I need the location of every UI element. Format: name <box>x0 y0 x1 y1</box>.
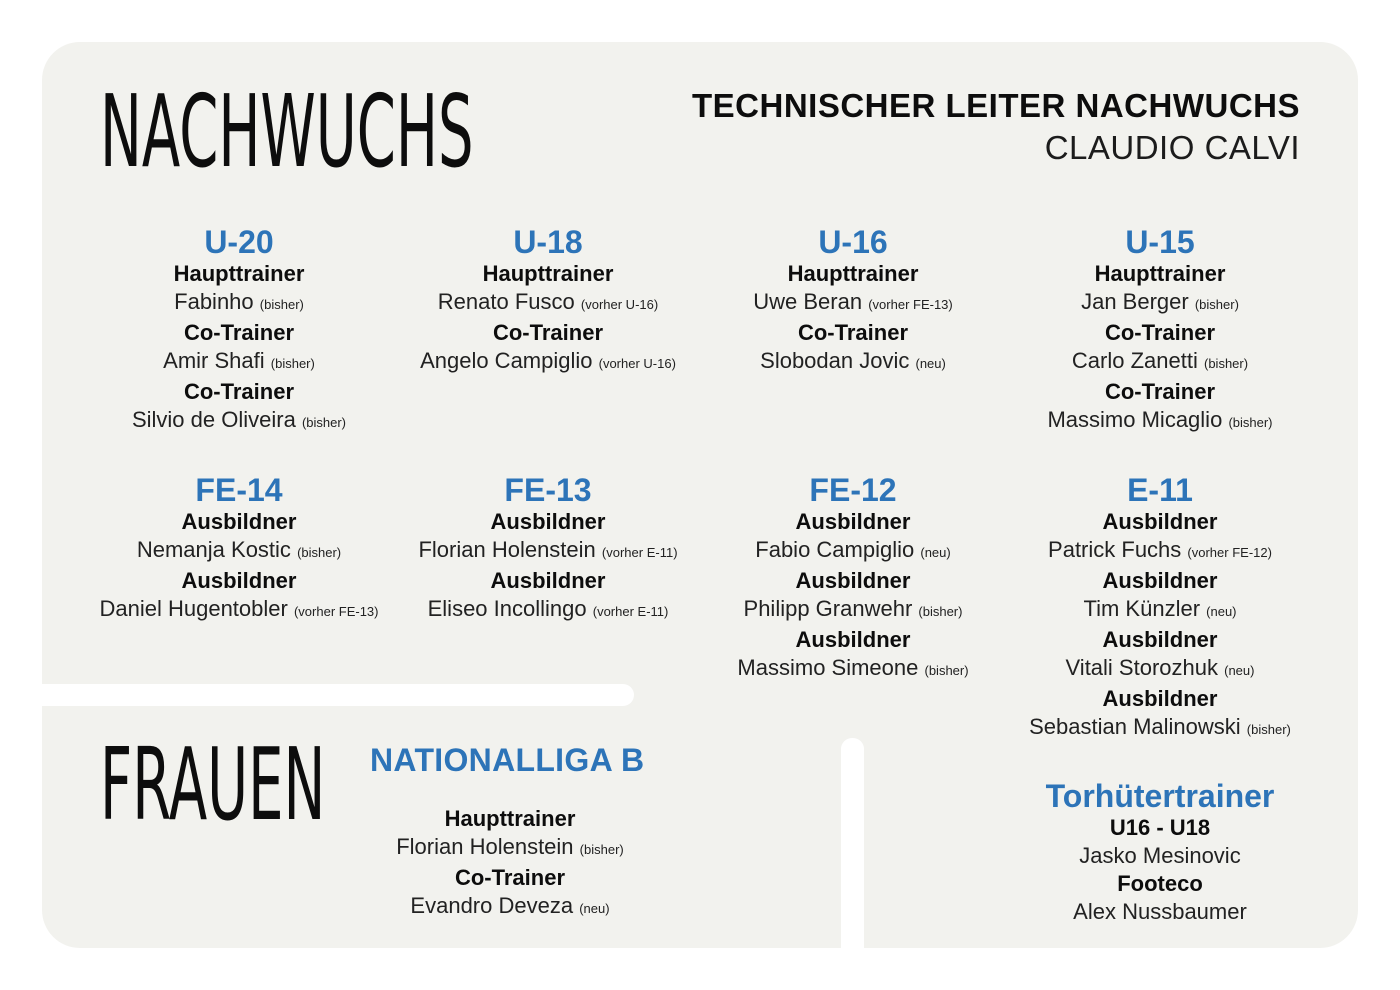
staff-role: Ausbildner <box>1102 509 1218 534</box>
staff-member <box>398 288 698 319</box>
staff-note: (bisher) <box>259 297 304 312</box>
staff-member <box>1010 654 1310 685</box>
team-fe14 <box>89 474 389 626</box>
staff-member <box>1010 347 1310 378</box>
staff-note: (bisher) <box>270 356 315 371</box>
staff-member <box>1010 536 1310 567</box>
staff-name: Florian Holenstein <box>396 834 574 859</box>
staff-member <box>1010 595 1310 626</box>
goalkeeper-coach-name: Alex Nussbaumer <box>1073 899 1247 924</box>
staff-note: (bisher) <box>297 545 342 560</box>
goalkeeper-coaches <box>1010 778 1310 926</box>
staff-name: Sebastian Malinowski <box>1029 714 1241 739</box>
team-title: U-16 <box>818 224 888 260</box>
team-title: U-20 <box>204 224 274 260</box>
staff-name: Florian Holenstein <box>418 537 596 562</box>
team-title: FE-13 <box>504 472 592 508</box>
staff-note: (vorher U-16) <box>580 297 659 312</box>
staff-member <box>360 892 660 923</box>
frauen-league: NATIONALLIGA B <box>370 742 645 778</box>
section-divider-vertical <box>841 738 864 958</box>
frauen-staff <box>360 805 660 923</box>
staff-note: (bisher) <box>918 604 963 619</box>
staff-note: (neu) <box>1224 663 1255 678</box>
staff-role: Ausbildner <box>490 568 606 593</box>
staff-member <box>703 347 1003 378</box>
staff-role: Ausbildner <box>1102 686 1218 711</box>
staff-name: Nemanja Kostic <box>136 537 291 562</box>
staff-note: (vorher E-11) <box>601 545 678 560</box>
staff-name: Jan Berger <box>1081 289 1189 314</box>
staff-role: Ausbildner <box>490 509 606 534</box>
staff-role: Ausbildner <box>795 568 911 593</box>
staff-member <box>398 595 698 626</box>
frauen-title: FRAUEN <box>100 726 326 843</box>
staff-name: Evandro Deveza <box>410 893 574 918</box>
team-u15 <box>1010 226 1310 437</box>
section-divider-horizontal <box>42 684 634 706</box>
team-title: E-11 <box>1127 472 1193 508</box>
staff-member <box>89 406 389 437</box>
nachwuchs-title: NACHWUCHS <box>100 73 474 190</box>
goalkeeper-coach-name: Jasko Mesinovic <box>1079 843 1241 868</box>
staff-note: (bisher) <box>1246 722 1291 737</box>
staff-role: Ausbildner <box>181 568 297 593</box>
staff-name: Angelo Campiglio <box>420 348 593 373</box>
staff-member <box>89 288 389 319</box>
staff-name: Vitali Storozhuk <box>1065 655 1218 680</box>
technical-lead-role: TECHNISCHER LEITER NACHWUCHS <box>692 87 1300 124</box>
staff-role: Haupttrainer <box>482 261 614 286</box>
staff-name: Massimo Micaglio <box>1047 407 1223 432</box>
staff-role: Haupttrainer <box>1094 261 1226 286</box>
staff-name: Eliseo Incollingo <box>427 596 587 621</box>
staff-name: Tim Künzler <box>1083 596 1201 621</box>
team-fe12 <box>703 474 1003 685</box>
staff-member <box>703 536 1003 567</box>
staff-member <box>398 536 698 567</box>
staff-member <box>89 595 389 626</box>
staff-role: Co-Trainer <box>1104 320 1216 345</box>
goalkeeper-title: Torhütertrainer <box>1045 778 1275 814</box>
staff-name: Daniel Hugentobler <box>99 596 288 621</box>
staff-member <box>1010 406 1310 437</box>
staff-role: Co-Trainer <box>492 320 604 345</box>
staff-member <box>360 833 660 864</box>
goalkeeper-group-label: Footeco <box>1117 871 1203 896</box>
technical-lead <box>692 86 1300 170</box>
staff-member <box>703 288 1003 319</box>
team-title: U-15 <box>1125 224 1195 260</box>
staff-note: (bisher) <box>1204 356 1249 371</box>
staff-member <box>398 347 698 378</box>
technical-lead-name: CLAUDIO CALVI <box>1044 129 1300 166</box>
team-fe13 <box>398 474 698 626</box>
team-title: FE-12 <box>809 472 897 508</box>
goalkeeper-group-label: U16 - U18 <box>1109 815 1211 840</box>
staff-role: Co-Trainer <box>1104 379 1216 404</box>
staff-note: (vorher FE-12) <box>1187 545 1272 560</box>
staff-name: Philipp Granwehr <box>743 596 913 621</box>
team-title: U-18 <box>513 224 583 260</box>
staff-note: (neu) <box>579 901 610 916</box>
staff-member <box>703 654 1003 685</box>
staff-note: (vorher E-11) <box>592 604 669 619</box>
staff-member <box>89 347 389 378</box>
team-u16 <box>703 226 1003 378</box>
staff-member <box>703 595 1003 626</box>
staff-note: (neu) <box>1206 604 1237 619</box>
staff-role: Ausbildner <box>1102 627 1218 652</box>
staff-name: Patrick Fuchs <box>1048 537 1182 562</box>
staff-member <box>1010 713 1310 744</box>
staff-role: Ausbildner <box>795 627 911 652</box>
staff-name: Carlo Zanetti <box>1071 348 1198 373</box>
team-u18 <box>398 226 698 378</box>
staff-name: Amir Shafi <box>163 348 265 373</box>
staff-name: Fabio Campiglio <box>755 537 915 562</box>
staff-member <box>1010 288 1310 319</box>
staff-note: (neu) <box>915 356 946 371</box>
staff-name: Renato Fusco <box>437 289 575 314</box>
staff-role: Haupttrainer <box>444 806 576 831</box>
team-u20 <box>89 226 389 437</box>
staff-role: Co-Trainer <box>454 865 566 890</box>
staff-note: (vorher FE-13) <box>868 297 953 312</box>
staff-note: (vorher U-16) <box>598 356 676 371</box>
staff-note: (bisher) <box>924 663 969 678</box>
staff-note: (bisher) <box>301 415 347 430</box>
staff-member <box>89 536 389 567</box>
staff-name: Slobodan Jovic <box>760 348 910 373</box>
staff-note: (bisher) <box>579 842 624 857</box>
staff-name: Massimo Simeone <box>737 655 919 680</box>
staff-role: Haupttrainer <box>787 261 919 286</box>
staff-note: (vorher FE-13) <box>293 604 379 619</box>
staff-role: Ausbildner <box>1102 568 1218 593</box>
team-title: FE-14 <box>195 472 283 508</box>
staff-note: (bisher) <box>1228 415 1273 430</box>
staff-role: Co-Trainer <box>183 320 295 345</box>
staff-role: Co-Trainer <box>797 320 909 345</box>
team-e11 <box>1010 474 1310 744</box>
staff-name: Fabinho <box>174 289 254 314</box>
staff-role: Co-Trainer <box>183 379 295 404</box>
staff-name: Silvio de Oliveira <box>131 407 296 432</box>
staff-name: Uwe Beran <box>753 289 863 314</box>
staff-note: (neu) <box>920 545 951 560</box>
staff-note: (bisher) <box>1194 297 1239 312</box>
staff-role: Ausbildner <box>181 509 297 534</box>
staff-role: Haupttrainer <box>173 261 305 286</box>
staff-role: Ausbildner <box>795 509 911 534</box>
